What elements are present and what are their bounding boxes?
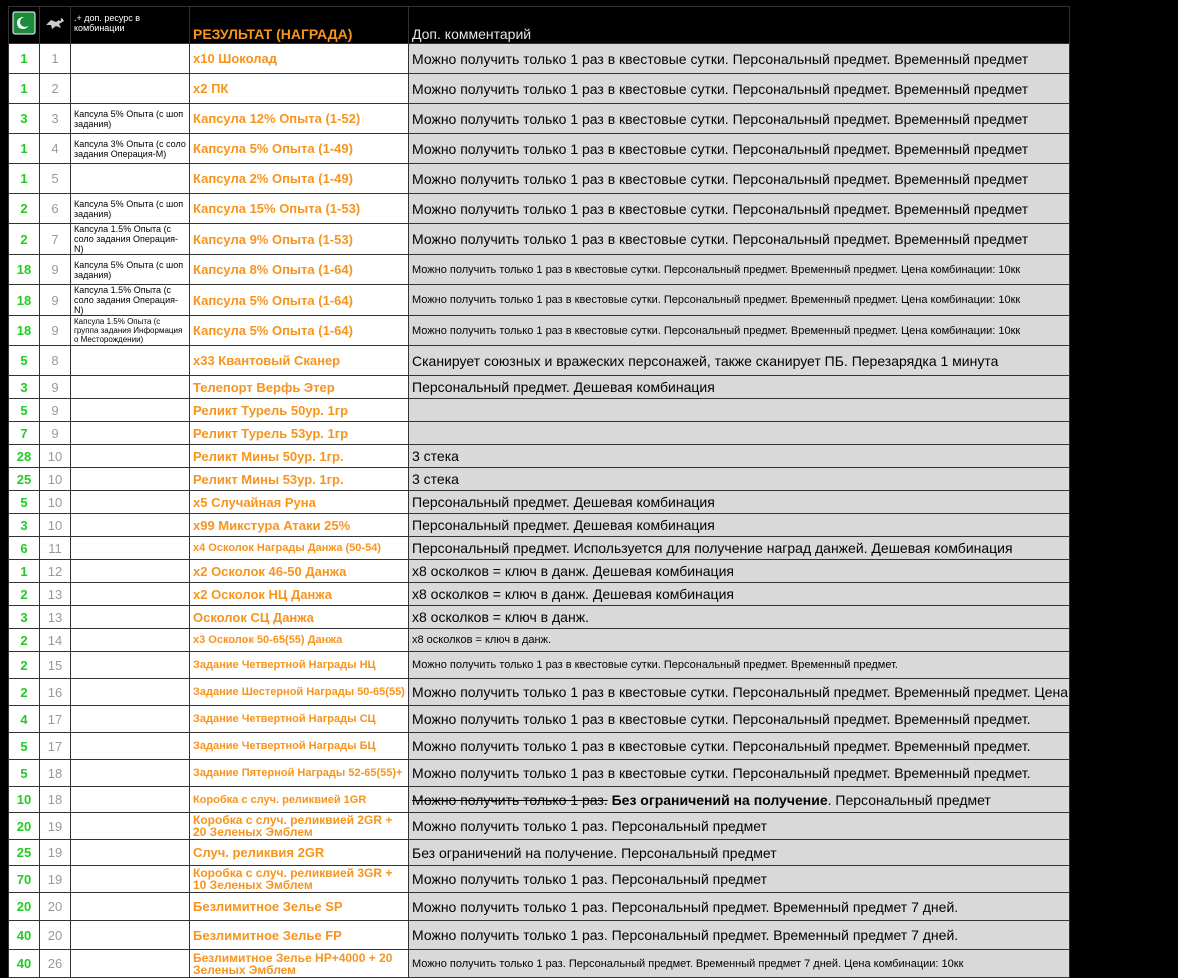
table-row [9,514,1070,537]
comment-cell: Можно получить только 1 раз в квестовые сутки. Персональный предмет. Временный предмет. [409,733,1070,760]
result-cell: Коробка с случ. реликвией 2GR + 20 Зеленых Эмблем [190,813,409,840]
comment-cell: Можно получить только 1 раз в квестовые сутки. Персональный предмет. Временный предмет. Цена комбинации: 10кк [409,285,1070,316]
result-cell: Задание Четвертной Награды СЦ [190,706,409,733]
quantity-cell: 40 [9,921,40,950]
number-cell: 10 [40,445,71,468]
number-cell: 18 [40,760,71,787]
comment-cell: Персональный предмет. Дешевая комбинация [409,514,1070,537]
quantity-cell: 25 [9,468,40,491]
table-row [9,285,1070,316]
extra-resource-cell: Капсула 1.5% Опыта (с группа задания Информация о Месторождении) [71,316,190,346]
table-row [9,733,1070,760]
number-cell: 20 [40,893,71,921]
table-row [9,893,1070,921]
table-row [9,787,1070,813]
rewards-table-body [9,44,1178,978]
result-cell: x2 ПК [190,74,409,104]
comment-cell [409,422,1070,445]
quantity-cell: 5 [9,733,40,760]
quantity-cell: 3 [9,606,40,629]
quantity-cell: 70 [9,866,40,893]
header-extra-resource: .+ доп. ресурс в комбинации [71,7,190,44]
number-cell: 4 [40,134,71,164]
comment-cell: Можно получить только 1 раз в квестовые сутки. Персональный предмет. Временный предмет. [409,760,1070,787]
extra-resource-cell [71,376,190,399]
table-row [9,813,1070,840]
result-cell: Задание Шестерной Награды 50-65(55) [190,679,409,706]
result-cell: x4 Осколок Награды Данжа (50-54) [190,537,409,560]
quantity-cell: 1 [9,560,40,583]
table-row [9,422,1070,445]
comment-cell: x8 осколков = ключ в данж. [409,606,1070,629]
table-row [9,921,1070,950]
extra-resource-cell [71,44,190,74]
extra-resource-cell [71,706,190,733]
comment-text: . Персональный предмет [827,791,991,808]
comment-cell: Можно получить только 1 раз в квестовые сутки. Персональный предмет. Временный предмет [409,44,1070,74]
result-cell: Реликт Турель 53ур. 1гр [190,422,409,445]
comment-cell: Можно получить только 1 раз. Персональный предмет. Временный предмет 7 дней. Цена комбинации: 10кк [409,950,1070,978]
comment-cell [409,399,1070,422]
table-row [9,652,1070,679]
table-row [9,194,1070,224]
number-cell: 19 [40,840,71,866]
comment-cell: Без ограничений на получение. Персональный предмет [409,840,1070,866]
comment-cell [409,787,1070,813]
extra-resource-cell [71,787,190,813]
result-cell: Задание Четвертной Награды БЦ [190,733,409,760]
comment-struck-text: Можно получить только 1 раз. [412,791,608,808]
result-cell: Задание Пятерной Награды 52-65(55)+ [190,760,409,787]
number-cell: 9 [40,399,71,422]
table-row [9,629,1070,652]
number-cell: 2 [40,74,71,104]
emblem-icon [12,11,36,35]
number-cell: 1 [40,44,71,74]
table-row [9,316,1070,346]
comment-cell: Можно получить только 1 раз в квестовые сутки. Персональный предмет. Временный предмет [409,74,1070,104]
result-cell: Капсула 5% Опыта (1-64) [190,285,409,316]
quantity-cell: 3 [9,514,40,537]
result-cell: Реликт Турель 50ур. 1гр [190,399,409,422]
extra-resource-cell: Капсула 1.5% Опыта (с соло задания Операция-N) [71,224,190,255]
result-cell: Реликт Мины 53ур. 1гр. [190,468,409,491]
extra-resource-cell [71,606,190,629]
quantity-cell: 28 [9,445,40,468]
extra-resource-cell [71,652,190,679]
extra-resource-cell [71,468,190,491]
rewards-table [8,6,1178,978]
quantity-cell: 5 [9,491,40,514]
extra-resource-cell [71,514,190,537]
comment-cell: Можно получить только 1 раз. Персональный предмет. Временный предмет 7 дней. [409,893,1070,921]
number-cell: 10 [40,491,71,514]
table-row [9,840,1070,866]
result-cell: Случ. реликвия 2GR [190,840,409,866]
quantity-cell: 1 [9,134,40,164]
extra-resource-cell [71,346,190,376]
result-cell: x3 Осколок 50-65(55) Данжа [190,629,409,652]
table-row [9,491,1070,514]
number-cell: 15 [40,652,71,679]
quantity-cell: 18 [9,285,40,316]
comment-cell: 3 стека [409,468,1070,491]
quantity-cell: 18 [9,316,40,346]
comment-cell: x8 осколков = ключ в данж. [409,629,1070,652]
extra-resource-cell: Капсула 5% Опыта (с шоп задания) [71,194,190,224]
comment-cell: 3 стека [409,445,1070,468]
table-row [9,224,1070,255]
result-cell: Капсула 5% Опыта (1-64) [190,316,409,346]
table-row [9,74,1070,104]
quantity-cell: 5 [9,346,40,376]
table-row [9,560,1070,583]
extra-resource-cell [71,760,190,787]
number-cell: 18 [40,787,71,813]
comment-cell: Можно получить только 1 раз в квестовые сутки. Персональный предмет. Временный предмет. Цена комбинации: 10кк [409,255,1070,285]
table-row [9,679,1070,706]
comment-cell: Можно получить только 1 раз в квестовые сутки. Персональный предмет. Временный предмет [409,224,1070,255]
table-row [9,866,1070,893]
number-cell: 8 [40,346,71,376]
quantity-cell: 3 [9,376,40,399]
comment-cell: Можно получить только 1 раз в квестовые сутки. Персональный предмет. Временный предмет. Цена комбинации: 1кк [409,679,1070,706]
number-cell: 10 [40,514,71,537]
table-row [9,376,1070,399]
extra-resource-cell [71,679,190,706]
number-cell: 3 [40,104,71,134]
number-cell: 9 [40,376,71,399]
result-cell: Безлимитное Зелье HP+4000 + 20 Зеленых Эмблем [190,950,409,978]
number-cell: 19 [40,866,71,893]
quantity-cell: 4 [9,706,40,733]
extra-resource-cell [71,422,190,445]
extra-resource-cell [71,537,190,560]
extra-resource-cell [71,74,190,104]
table-row [9,950,1070,978]
comment-cell: Можно получить только 1 раз в квестовые сутки. Персональный предмет. Временный предмет [409,134,1070,164]
comment-cell: Можно получить только 1 раз в квестовые сутки. Персональный предмет. Временный предмет. Цена комбинации: 10кк [409,316,1070,346]
table-row [9,104,1070,134]
result-cell: x33 Квантовый Сканер [190,346,409,376]
result-cell: Реликт Мины 50ур. 1гр. [190,445,409,468]
header-comment: Доп. комментарий [409,7,1070,44]
table-row [9,44,1070,74]
result-cell: x2 Осколок НЦ Данжа [190,583,409,606]
number-cell: 10 [40,468,71,491]
comment-cell: Персональный предмет. Дешевая комбинация [409,491,1070,514]
table-row [9,164,1070,194]
quantity-cell: 20 [9,813,40,840]
result-cell: Безлимитное Зелье SP [190,893,409,921]
number-cell: 9 [40,316,71,346]
comment-cell: Можно получить только 1 раз в квестовые сутки. Персональный предмет. Временный предмет [409,104,1070,134]
comment-bold-text: Без ограничений на получение [607,791,828,808]
result-cell: x5 Случайная Руна [190,491,409,514]
quantity-cell: 2 [9,583,40,606]
quantity-cell: 3 [9,104,40,134]
quantity-cell: 18 [9,255,40,285]
extra-resource-cell: Капсула 5% Опыта (с шоп задания) [71,104,190,134]
extra-resource-cell [71,164,190,194]
number-cell: 9 [40,422,71,445]
extra-resource-cell [71,583,190,606]
comment-cell: x8 осколков = ключ в данж. Дешевая комбинация [409,583,1070,606]
table-row [9,399,1070,422]
comment-cell: Можно получить только 1 раз в квестовые сутки. Персональный предмет. Временный предмет. [409,652,1070,679]
table-row [9,255,1070,285]
extra-resource-cell: Капсула 5% Опыта (с шоп задания) [71,255,190,285]
quantity-cell: 2 [9,224,40,255]
number-cell: 20 [40,921,71,950]
number-cell: 16 [40,679,71,706]
table-row [9,468,1070,491]
extra-resource-cell [71,866,190,893]
creature-icon [43,11,67,35]
number-cell: 7 [40,224,71,255]
quantity-cell: 1 [9,44,40,74]
number-cell: 11 [40,537,71,560]
result-cell: Телепорт Верфь Этер [190,376,409,399]
table-row [9,445,1070,468]
number-cell: 17 [40,706,71,733]
result-cell: Капсула 8% Опыта (1-64) [190,255,409,285]
comment-cell: Можно получить только 1 раз в квестовые сутки. Персональный предмет. Временный предмет [409,194,1070,224]
table-row [9,134,1070,164]
header-number [40,7,71,44]
extra-resource-cell: Капсула 3% Опыта (с соло задания Операция-М) [71,134,190,164]
comment-cell: Можно получить только 1 раз. Персональный предмет. Временный предмет 7 дней. [409,921,1070,950]
extra-resource-cell [71,399,190,422]
quantity-cell: 1 [9,74,40,104]
quantity-cell: 1 [9,164,40,194]
result-cell: Капсула 9% Опыта (1-53) [190,224,409,255]
number-cell: 14 [40,629,71,652]
quantity-cell: 40 [9,950,40,978]
table-row [9,706,1070,733]
header-quantity [9,7,40,44]
comment-cell: Персональный предмет. Дешевая комбинация [409,376,1070,399]
table-row [9,760,1070,787]
extra-resource-cell [71,813,190,840]
extra-resource-cell: Капсула 1.5% Опыта (с соло задания Операция-N) [71,285,190,316]
extra-resource-cell [71,950,190,978]
number-cell: 12 [40,560,71,583]
extra-resource-cell [71,560,190,583]
comment-cell: x8 осколков = ключ в данж. Дешевая комбинация [409,560,1070,583]
table-row [9,583,1070,606]
extra-resource-cell [71,445,190,468]
number-cell: 9 [40,255,71,285]
result-cell: Коробка с случ. реликвией 3GR + 10 Зеленых Эмблем [190,866,409,893]
result-cell: x2 Осколок 46-50 Данжа [190,560,409,583]
comment-cell: Можно получить только 1 раз. Персональный предмет [409,866,1070,893]
number-cell: 26 [40,950,71,978]
number-cell: 6 [40,194,71,224]
quantity-cell: 2 [9,194,40,224]
number-cell: 19 [40,813,71,840]
extra-resource-cell [71,840,190,866]
number-cell: 13 [40,606,71,629]
quantity-cell: 2 [9,629,40,652]
quantity-cell: 5 [9,760,40,787]
quantity-cell: 6 [9,537,40,560]
comment-cell: Можно получить только 1 раз в квестовые сутки. Персональный предмет. Временный предмет. [409,706,1070,733]
comment-cell: Персональный предмет. Используется для получение наград данжей. Дешевая комбинация [409,537,1070,560]
comment-cell: Сканирует союзных и вражеских персонажей, также сканирует ПБ. Перезарядка 1 минута [409,346,1070,376]
table-row [9,606,1070,629]
extra-resource-cell [71,921,190,950]
extra-resource-cell [71,629,190,652]
quantity-cell: 20 [9,893,40,921]
result-cell: x99 Микстура Атаки 25% [190,514,409,537]
result-cell: x10 Шоколад [190,44,409,74]
comment-cell: Можно получить только 1 раз. Персональный предмет [409,813,1070,840]
quantity-cell: 2 [9,679,40,706]
number-cell: 5 [40,164,71,194]
extra-resource-cell [71,893,190,921]
table-header-row [9,7,1070,44]
result-cell: Капсула 12% Опыта (1-52) [190,104,409,134]
quantity-cell: 25 [9,840,40,866]
extra-resource-cell [71,733,190,760]
table-row [9,537,1070,560]
quantity-cell: 10 [9,787,40,813]
result-cell: Безлимитное Зелье FP [190,921,409,950]
result-cell: Задание Четвертной Награды НЦ [190,652,409,679]
number-cell: 9 [40,285,71,316]
header-result: РЕЗУЛЬТАТ (НАГРАДА) [190,7,409,44]
quantity-cell: 7 [9,422,40,445]
comment-cell: Можно получить только 1 раз в квестовые сутки. Персональный предмет. Временный предмет [409,164,1070,194]
result-cell: Капсула 15% Опыта (1-53) [190,194,409,224]
result-cell: Капсула 5% Опыта (1-49) [190,134,409,164]
number-cell: 17 [40,733,71,760]
result-cell: Коробка с случ. реликвией 1GR [190,787,409,813]
result-cell: Осколок СЦ Данжа [190,606,409,629]
table-row [9,346,1070,376]
result-cell: Капсула 2% Опыта (1-49) [190,164,409,194]
number-cell: 13 [40,583,71,606]
quantity-cell: 5 [9,399,40,422]
quantity-cell: 2 [9,652,40,679]
extra-resource-cell [71,491,190,514]
